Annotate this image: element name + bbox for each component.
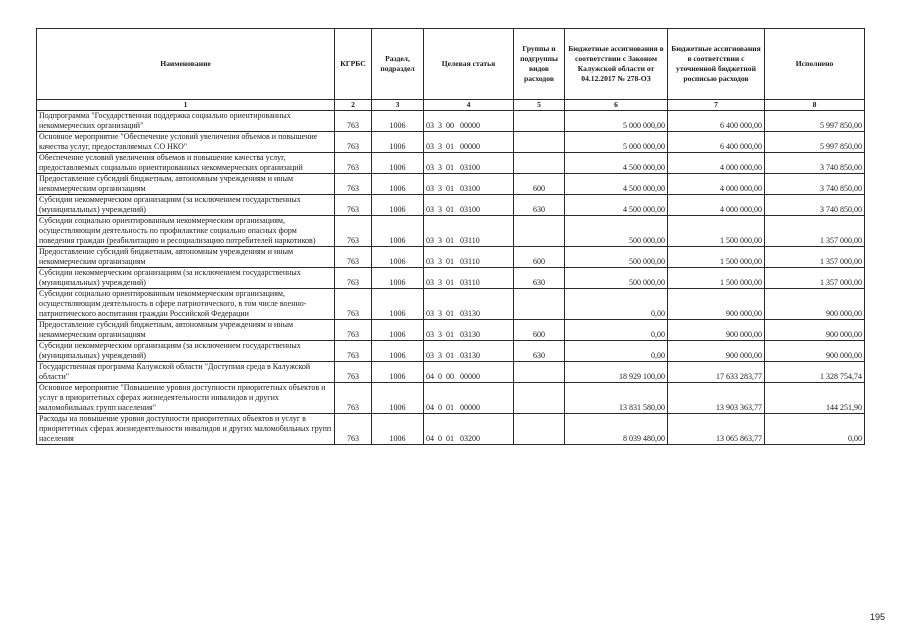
row-expense-group: 630 — [514, 268, 565, 289]
table-header — [37, 29, 865, 111]
row-kgrbs: 763 — [335, 174, 372, 195]
column-header: Раздел, подраздел — [372, 29, 424, 100]
row-executed-amount: 144 251,90 — [765, 383, 865, 414]
row-plan-amount: 900 000,00 — [668, 289, 765, 320]
row-executed-amount: 900 000,00 — [765, 341, 865, 362]
target-article-part: 03200 — [460, 434, 480, 443]
row-expense-group — [514, 216, 565, 247]
target-article-part: 01 — [446, 142, 454, 151]
column-header: Исполнено — [765, 29, 865, 100]
column-number: 5 — [514, 100, 565, 111]
row-executed-amount: 3 740 850,00 — [765, 153, 865, 174]
row-plan-amount: 13 065 863,77 — [668, 414, 765, 445]
target-article-part: 03 — [426, 142, 434, 151]
target-article-part: 04 — [426, 434, 434, 443]
table-row — [37, 153, 865, 174]
row-executed-amount: 3 740 850,00 — [765, 174, 865, 195]
target-article-part: 01 — [446, 403, 454, 412]
row-target-article — [424, 320, 514, 341]
row-plan-amount: 900 000,00 — [668, 320, 765, 341]
table-row — [37, 362, 865, 383]
row-target-article — [424, 111, 514, 132]
row-section: 1006 — [372, 383, 424, 414]
row-kgrbs: 763 — [335, 289, 372, 320]
row-law-amount: 5 000 000,00 — [565, 132, 668, 153]
target-article-part: 00000 — [460, 142, 480, 151]
target-article-part: 3 — [438, 351, 442, 360]
row-name: Субсидии некоммерческим организациям (за исключением государственных (муниципальных) учреждений) — [37, 341, 335, 362]
row-expense-group — [514, 362, 565, 383]
target-article-part: 03 — [426, 309, 434, 318]
row-section: 1006 — [372, 320, 424, 341]
column-number: 6 — [565, 100, 668, 111]
table-row — [37, 247, 865, 268]
target-article-part: 01 — [446, 205, 454, 214]
row-section: 1006 — [372, 195, 424, 216]
target-article-part: 04 — [426, 372, 434, 381]
target-article-part: 00000 — [460, 121, 480, 130]
row-plan-amount: 4 000 000,00 — [668, 153, 765, 174]
row-section: 1006 — [372, 289, 424, 320]
row-plan-amount: 1 500 000,00 — [668, 216, 765, 247]
target-article-part: 00000 — [460, 372, 480, 381]
row-target-article — [424, 414, 514, 445]
row-kgrbs: 763 — [335, 414, 372, 445]
row-executed-amount: 5 997 850,00 — [765, 111, 865, 132]
row-section: 1006 — [372, 132, 424, 153]
row-name: Субсидии социально ориентированным некоммерческим организациям, осуществляющим деятельность в сфере патриотического, в том числе военно-патриотического воспитания граждан Российской Федерации — [37, 289, 335, 320]
target-article-part: 3 — [438, 330, 442, 339]
table-row — [37, 174, 865, 195]
row-name: Предоставление субсидий бюджетным, автономным учреждениям и иным некоммерческим организациям — [37, 247, 335, 268]
target-article-part: 01 — [446, 163, 454, 172]
row-expense-group — [514, 111, 565, 132]
target-article-part: 03130 — [460, 351, 480, 360]
target-article-part: 03 — [426, 121, 434, 130]
row-kgrbs: 763 — [335, 320, 372, 341]
row-name: Субсидии некоммерческим организациям (за исключением государственных (муниципальных) учреждений) — [37, 268, 335, 289]
row-expense-group: 600 — [514, 320, 565, 341]
row-law-amount: 8 039 480,00 — [565, 414, 668, 445]
row-executed-amount: 900 000,00 — [765, 289, 865, 320]
row-target-article — [424, 362, 514, 383]
budget-document — [36, 28, 864, 445]
row-plan-amount: 13 903 363,77 — [668, 383, 765, 414]
target-article-part: 01 — [446, 434, 454, 443]
row-kgrbs: 763 — [335, 195, 372, 216]
row-expense-group: 630 — [514, 195, 565, 216]
row-law-amount: 5 000 000,00 — [565, 111, 668, 132]
target-article-part: 03 — [426, 184, 434, 193]
row-target-article — [424, 268, 514, 289]
row-target-article — [424, 174, 514, 195]
row-plan-amount: 4 000 000,00 — [668, 195, 765, 216]
target-article-part: 00 — [446, 121, 454, 130]
row-law-amount: 0,00 — [565, 320, 668, 341]
column-number: 2 — [335, 100, 372, 111]
row-target-article — [424, 216, 514, 247]
row-plan-amount: 6 400 000,00 — [668, 132, 765, 153]
table-body — [37, 111, 865, 445]
row-plan-amount: 1 500 000,00 — [668, 247, 765, 268]
row-section: 1006 — [372, 216, 424, 247]
row-executed-amount: 900 000,00 — [765, 320, 865, 341]
table-row — [37, 289, 865, 320]
column-header: Группы и подгруппы видов расходов — [514, 29, 565, 100]
row-plan-amount: 900 000,00 — [668, 341, 765, 362]
row-section: 1006 — [372, 174, 424, 195]
row-executed-amount: 1 357 000,00 — [765, 268, 865, 289]
row-section: 1006 — [372, 247, 424, 268]
row-expense-group: 630 — [514, 341, 565, 362]
row-expense-group: 600 — [514, 174, 565, 195]
row-plan-amount: 6 400 000,00 — [668, 111, 765, 132]
column-number: 4 — [424, 100, 514, 111]
target-article-part: 03110 — [460, 257, 480, 266]
row-target-article — [424, 341, 514, 362]
target-article-part: 03110 — [460, 236, 480, 245]
row-name: Обеспечение условий увеличения объемов и повышение качества услуг, предоставляемых социально ориентированных некоммерческих организаций — [37, 153, 335, 174]
target-article-part: 3 — [438, 278, 442, 287]
table-row — [37, 341, 865, 362]
table-row — [37, 216, 865, 247]
row-kgrbs: 763 — [335, 383, 372, 414]
target-article-part: 03130 — [460, 309, 480, 318]
row-law-amount: 4 500 000,00 — [565, 153, 668, 174]
row-name: Субсидии социально ориентированным некоммерческим организациям, осуществляющим деятельность по профилактике социально опасных форм поведения граждан (реабилитацию и ресоциализацию потребителей наркотиков) — [37, 216, 335, 247]
row-expense-group — [514, 414, 565, 445]
row-law-amount: 13 831 580,00 — [565, 383, 668, 414]
row-law-amount: 500 000,00 — [565, 268, 668, 289]
table-row — [37, 268, 865, 289]
target-article-part: 3 — [438, 309, 442, 318]
row-target-article — [424, 247, 514, 268]
row-law-amount: 500 000,00 — [565, 216, 668, 247]
column-number: 8 — [765, 100, 865, 111]
target-article-part: 3 — [438, 163, 442, 172]
row-name: Субсидии некоммерческим организациям (за исключением государственных (муниципальных) учреждений) — [37, 195, 335, 216]
target-article-part: 3 — [438, 121, 442, 130]
target-article-part: 03 — [426, 257, 434, 266]
column-header: Бюджетные ассигнования в соответствии с уточненной бюджетной росписью расходов — [668, 29, 765, 100]
row-law-amount: 0,00 — [565, 289, 668, 320]
column-header: Наименование — [37, 29, 335, 100]
target-article-part: 01 — [446, 236, 454, 245]
target-article-part: 3 — [438, 142, 442, 151]
column-number: 7 — [668, 100, 765, 111]
table-row — [37, 111, 865, 132]
column-header: Целевая статья — [424, 29, 514, 100]
row-kgrbs: 763 — [335, 362, 372, 383]
row-section: 1006 — [372, 268, 424, 289]
row-section: 1006 — [372, 414, 424, 445]
row-name: Подпрограмма "Государственная поддержка социально ориентированных некоммерческих организаций" — [37, 111, 335, 132]
target-article-part: 03100 — [460, 163, 480, 172]
table-row — [37, 195, 865, 216]
target-article-part: 0 — [438, 372, 442, 381]
target-article-part: 04 — [426, 403, 434, 412]
target-article-part: 03 — [426, 330, 434, 339]
target-article-part: 03100 — [460, 205, 480, 214]
row-section: 1006 — [372, 111, 424, 132]
target-article-part: 0 — [438, 434, 442, 443]
row-plan-amount: 17 633 283,77 — [668, 362, 765, 383]
target-article-part: 03 — [426, 236, 434, 245]
row-name: Основное мероприятие "Обеспечение условий увеличения объемов и повышение качества услуг, предоставляемых СО НКО" — [37, 132, 335, 153]
row-plan-amount: 4 000 000,00 — [668, 174, 765, 195]
target-article-part: 03 — [426, 351, 434, 360]
row-law-amount: 18 929 100,00 — [565, 362, 668, 383]
column-header: КГРБС — [335, 29, 372, 100]
row-name: Предоставление субсидий бюджетным, автономным учреждениям и иным некоммерческим организациям — [37, 174, 335, 195]
target-article-part: 3 — [438, 236, 442, 245]
row-target-article — [424, 195, 514, 216]
row-target-article — [424, 289, 514, 320]
page-number: 195 — [869, 612, 885, 622]
row-law-amount: 500 000,00 — [565, 247, 668, 268]
target-article-part: 03100 — [460, 184, 480, 193]
column-number: 1 — [37, 100, 335, 111]
target-article-part: 03 — [426, 278, 434, 287]
row-executed-amount: 5 997 850,00 — [765, 132, 865, 153]
row-section: 1006 — [372, 153, 424, 174]
target-article-part: 00000 — [460, 403, 480, 412]
target-article-part: 03 — [426, 205, 434, 214]
row-expense-group — [514, 383, 565, 414]
target-article-part: 3 — [438, 257, 442, 266]
target-article-part: 01 — [446, 309, 454, 318]
row-kgrbs: 763 — [335, 216, 372, 247]
target-article-part: 0 — [438, 403, 442, 412]
table-row — [37, 132, 865, 153]
row-kgrbs: 763 — [335, 111, 372, 132]
row-section: 1006 — [372, 341, 424, 362]
row-law-amount: 4 500 000,00 — [565, 195, 668, 216]
row-target-article — [424, 383, 514, 414]
row-target-article — [424, 132, 514, 153]
row-kgrbs: 763 — [335, 341, 372, 362]
target-article-part: 03130 — [460, 330, 480, 339]
target-article-part: 3 — [438, 205, 442, 214]
row-name: Расходы на повышение уровня доступности приоритетных объектов и услуг в приоритетных сферах жизнедеятельности инвалидов и других маломобильных групп населения — [37, 414, 335, 445]
row-executed-amount: 0,00 — [765, 414, 865, 445]
table-row — [37, 414, 865, 445]
row-law-amount: 4 500 000,00 — [565, 174, 668, 195]
target-article-part: 03110 — [460, 278, 480, 287]
row-plan-amount: 1 500 000,00 — [668, 268, 765, 289]
table-row — [37, 383, 865, 414]
row-name: Предоставление субсидий бюджетным, автономным учреждениям и иным некоммерческим организациям — [37, 320, 335, 341]
row-kgrbs: 763 — [335, 247, 372, 268]
row-expense-group — [514, 153, 565, 174]
target-article-part: 01 — [446, 278, 454, 287]
target-article-part: 01 — [446, 330, 454, 339]
row-kgrbs: 763 — [335, 268, 372, 289]
row-executed-amount: 3 740 850,00 — [765, 195, 865, 216]
row-section: 1006 — [372, 362, 424, 383]
row-expense-group: 600 — [514, 247, 565, 268]
row-expense-group — [514, 132, 565, 153]
target-article-part: 01 — [446, 184, 454, 193]
row-law-amount: 0,00 — [565, 341, 668, 362]
row-name: Государственная программа Калужской области "Доступная среда в Калужской области" — [37, 362, 335, 383]
row-name: Основное мероприятие "Повышение уровня доступности приоритетных объектов и услуг в приоритетных сферах жизнедеятельности инвалидов и других маломобильных групп населения" — [37, 383, 335, 414]
row-expense-group — [514, 289, 565, 320]
column-header: Бюджетные ассигнования в соответствии с Законом Калужской области от 04.12.2017 № 278-ОЗ — [565, 29, 668, 100]
column-number: 3 — [372, 100, 424, 111]
row-target-article — [424, 153, 514, 174]
target-article-part: 01 — [446, 351, 454, 360]
row-kgrbs: 763 — [335, 153, 372, 174]
row-executed-amount: 1 328 754,74 — [765, 362, 865, 383]
target-article-part: 3 — [438, 184, 442, 193]
budget-table — [36, 28, 865, 445]
table-row — [37, 320, 865, 341]
row-kgrbs: 763 — [335, 132, 372, 153]
target-article-part: 03 — [426, 163, 434, 172]
target-article-part: 01 — [446, 257, 454, 266]
target-article-part: 00 — [446, 372, 454, 381]
row-executed-amount: 1 357 000,00 — [765, 247, 865, 268]
row-executed-amount: 1 357 000,00 — [765, 216, 865, 247]
